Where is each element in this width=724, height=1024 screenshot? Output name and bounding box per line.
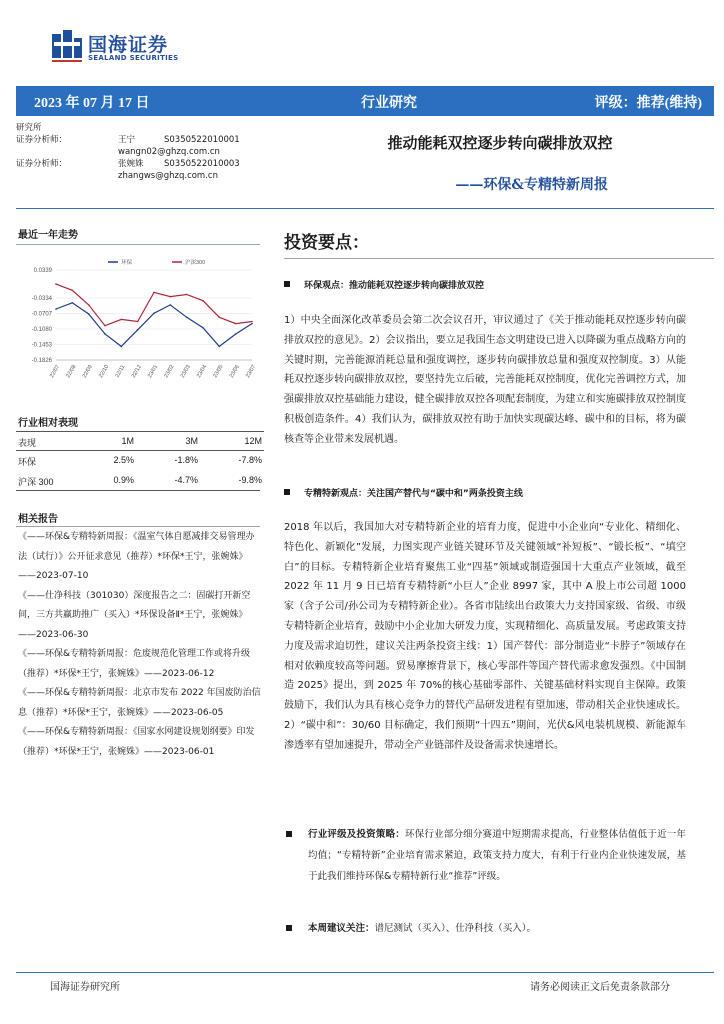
series-point (153, 312, 155, 314)
footer-divider (16, 972, 714, 973)
y-tick-label: 0.0339 (33, 268, 52, 274)
series-point (235, 333, 237, 335)
b1-heading: 环保观点：推动能耗双控逐步转向碳排放双控 (284, 278, 484, 291)
y-tick-label: -0.0707 (31, 311, 52, 318)
perf-cell: 环保 (18, 457, 37, 467)
report-link[interactable]: 《——环保&专精特新周报：《温室气体自愿减排交易管理办法（试行）》公开征求意见（推荐）*环保*王宁，张婉姝》——2023-07-10 (18, 532, 255, 581)
x-tick-label: 22/10 (98, 364, 111, 379)
y-tick-label: -0.1826 (31, 358, 52, 364)
perf-row (16, 471, 264, 491)
report-link[interactable]: 《——环保&专精特新周报：北京市发布 2022 年国废防治信息（推荐）*环保*王宁，张婉姝》——2023-06-05 (18, 688, 261, 718)
series-point (104, 325, 106, 327)
perf-cell: -7.8% (238, 455, 262, 465)
bullet-square-icon (286, 831, 292, 837)
series-point (72, 290, 74, 292)
x-tick-label: 23/07 (245, 364, 258, 379)
series-point (55, 308, 57, 310)
x-tick-label: 23/02 (163, 364, 176, 379)
analyst-name: 张婉姝 (118, 159, 144, 169)
perf-header-row (16, 431, 264, 451)
b2-paragraph: 2018 年以后，我国加大对专精特新企业的培育力度，促进中小企业向“专业化、精细化、特色化、新颖化”发展，力图实现产业链关键环节及关键领域“补短板”、“锻长板”、“填空白”的目标。专精特新企业培育聚焦工业“四基”领域或制造强国十大重点产业领域，截至 2022 年 11 月 9 日已培育专精特新“小巨人”企业 8997 家，其中 A 股上市公司超 1000 家（含子公司/孙公司为专精特新企业）。各省市陆续出台政策大力支持国家级、省级、市级专精特新企业培育，鼓励中小企业加大研发力度，实现精细化、高质量发展。考虑政策支持力度及需求迫切性，建议关注两条投资主线：1）国产替代：部分制造业“卡脖子”领域存在相对依赖度较高等问题。贸易摩擦背景下，核心零部件等国产替代需求愈发强烈。《中国制造 2025》提出，到 2025 年 70%的核心基础零部件、关键基础材料实现自主保障。政策鼓励下，我们认为具有核心竞争力的替代产品研发进程有望加速，带动相关企业快速成长。2）“碳中和”：30/60 目标确定，我们预期“十四五”期间，光伏&风电装机规模、新能源车渗透率有望加速提升，带动全产业链部件及设备需求快速增长。 (284, 522, 686, 751)
trend-divider (16, 244, 260, 245)
reports-divider (16, 526, 260, 527)
series-point (170, 296, 172, 298)
b4-paragraph (284, 918, 686, 939)
series-point (202, 327, 204, 329)
b2-heading: 专精特新观点：关注国产替代与“碳中和”两条投资主线 (284, 486, 523, 499)
series-line-hs300 (56, 284, 252, 326)
related-reports (18, 528, 262, 762)
series-point (186, 317, 188, 319)
b3-text: 环保行业部分细分赛道中短期需求提高，行业整体估值低于近一年均值；“专精特新”企业培育需求紧迫，政策支持力度大，有利于行业内企业快速发展，基于此我们维持环保&专精特新行业“推荐”评级。 (308, 829, 686, 882)
perf-col-header: 12M (244, 436, 262, 446)
x-tick-label: 22/12 (130, 364, 143, 379)
brand-name-en: SEALAND SECURITIES (88, 54, 179, 62)
series-point (88, 313, 90, 315)
b4-text: 谱尼测试（买入）、仕净科技（买入）。 (374, 923, 537, 934)
legend-label: 环保 (121, 260, 133, 266)
series-point (235, 323, 237, 325)
series-point (170, 304, 172, 306)
bullet-square-icon (284, 281, 290, 287)
series-point (251, 321, 253, 323)
report-banner (16, 86, 714, 116)
b1-paragraph: 1）中央全面深化改革委员会第二次会议召开，审议通过了《关于推动能耗双控逐步转向碳排放双控的意见》。2）会议指出，要立足我国生态文明建设已进入以降碳为重点战略方向的关键时期，完善能源消耗总量和强度调控，逐步转向碳排放总量和强度双控制度。3）从能耗双控逐步转向碳排放双控，要坚持先立后破，完善能耗双控制度，优化完善调控方式，加强碳排放双控基础能力建设，健全碳排放双控各项配套制度，为建立和实施碳排放双控制度积极创造条件。4）我们认为，碳排放双控有助于加快实现碳达峰、碳中和的目标，将为碳核查等企业带来发展机遇。 (284, 315, 686, 445)
series-point (219, 346, 221, 348)
x-tick-label: 23/06 (228, 364, 241, 379)
report-rating: 评级：推荐(维持) (594, 96, 702, 111)
perf-heading: 行业相对表现 (18, 418, 78, 429)
perf-cell: 2.5% (113, 455, 134, 465)
footer-left: 国海证券研究所 (50, 982, 120, 993)
perf-col-header: 1M (121, 436, 134, 446)
brand-logo (50, 26, 190, 66)
b3-label: 行业评级及投资策略： (308, 829, 405, 840)
y-tick-label: -0.1453 (31, 342, 52, 349)
series-point (55, 283, 57, 285)
series-point (219, 317, 221, 319)
series-point (72, 302, 74, 304)
reports-heading: 相关报告 (18, 514, 58, 525)
trend-heading: 最近一年走势 (18, 230, 78, 241)
perf-cell: -1.8% (174, 455, 198, 465)
sealand-logo-icon (50, 28, 84, 62)
legend-label: 沪深300 (185, 260, 206, 266)
series-point (202, 300, 204, 302)
report-date: 2023 年 07 月 17 日 (34, 96, 150, 111)
perf-cell: 0.9% (113, 475, 134, 485)
analyst-email[interactable]: wangn02@ghzq.com.cn (118, 147, 220, 157)
x-tick-label: 23/04 (196, 364, 209, 379)
bullet-square-icon (286, 925, 292, 931)
series-point (251, 323, 253, 325)
analyst-email[interactable]: zhangws@ghzq.com.cn (118, 171, 218, 181)
report-category: 行业研究 (361, 96, 417, 111)
y-tick-label: -0.0334 (31, 295, 52, 302)
perf-bottom-rule (16, 490, 260, 491)
x-tick-label: 22/11 (114, 364, 127, 379)
trend-chart (16, 252, 260, 382)
perf-cell: -9.8% (238, 475, 262, 485)
y-tick-label: -0.1080 (31, 326, 52, 333)
series-point (137, 321, 139, 323)
analyst-label: 证券分析师： (16, 135, 68, 145)
perf-row (16, 451, 264, 471)
analyst-name: 王宁 (118, 135, 136, 145)
series-point (121, 319, 123, 321)
b4-label: 本周建议关注： (308, 923, 375, 934)
report-link[interactable]: 《——仕净科技（301030）深度报告之二：固碳打开新空间，三方共赢助推广（买入）*环保设备Ⅱ*王宁，张婉姝》——2023-06-30 (18, 590, 251, 640)
analyst-cert: S0350522010001 (164, 135, 240, 145)
perf-cell: -4.7% (174, 475, 198, 485)
analyst-block (16, 122, 276, 182)
perf-col-header: 表现 (18, 438, 37, 448)
x-tick-label: 22/07 (49, 364, 62, 379)
footer-disclaimer: 请务必阅读正文后免责条款部分 (530, 982, 670, 993)
perf-cell: 沪深 300 (18, 477, 54, 487)
perf-col-header: 3M (185, 436, 198, 446)
series-point (104, 333, 106, 335)
bullet-square-icon (284, 489, 290, 495)
perf-table (16, 431, 264, 491)
b3-paragraph (284, 824, 686, 887)
series-point (88, 304, 90, 306)
series-point (137, 329, 139, 331)
brand-name-cn: 国海证券 (88, 34, 169, 56)
x-tick-label: 22/09 (81, 364, 94, 379)
series-line-env (56, 303, 252, 347)
x-tick-label: 23/01 (147, 364, 160, 379)
series-point (153, 292, 155, 294)
x-tick-label: 22/08 (65, 364, 78, 379)
main-heading: 投资要点： (284, 233, 369, 253)
report-title: 推动能耗双控逐步转向碳排放双控 (387, 134, 613, 152)
header-divider (16, 208, 714, 209)
report-subtitle: ——环保&专精特新周报 (455, 177, 608, 193)
analyst-cert: S0350522010003 (164, 159, 240, 169)
main-divider (284, 258, 714, 259)
series-point (186, 294, 188, 296)
x-tick-label: 23/03 (179, 364, 192, 379)
dept-label: 研究所 (16, 123, 42, 133)
report-link[interactable]: 《——环保&专精特新周报：《国家水网建设规划纲要》印发（推荐）*环保*王宁，张婉姝》——2023-06-01 (18, 727, 255, 757)
report-link[interactable]: 《——环保&专精特新周报：危废规范化管理工作或将升级（推荐）*环保*王宁，张婉姝》——2023-06-12 (18, 649, 251, 679)
x-tick-label: 23/05 (212, 364, 225, 379)
series-point (121, 346, 123, 348)
analyst-label: 证券分析师： (16, 159, 68, 169)
